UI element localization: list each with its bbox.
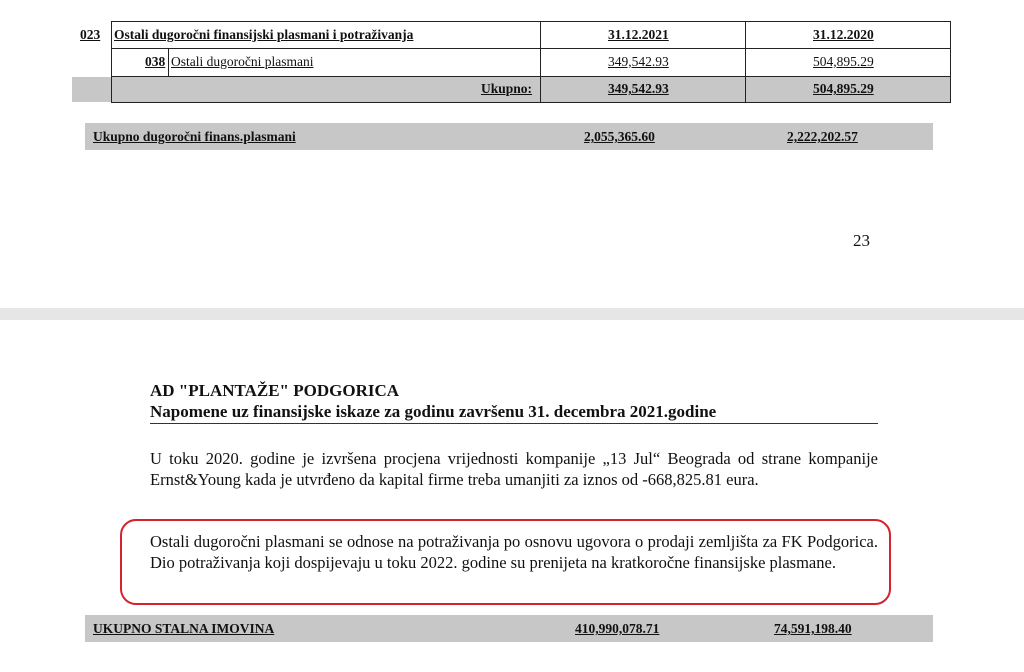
row-code: 038 [145, 54, 166, 69]
row-value-2021: 349,542.93 [608, 54, 669, 69]
total-assets-value-2021: 410,990,078.71 [575, 621, 660, 636]
page-break [0, 308, 1024, 320]
total-value-2021: 349,542.93 [608, 81, 669, 96]
total-label: Ukupno: [481, 81, 533, 96]
summary-value-2020: 2,222,202.57 [787, 129, 858, 144]
table-rule [540, 21, 541, 103]
notes-subtitle: Napomene uz finansijske iskaze za godinu završenu 31. decembra 2021.godine [150, 402, 717, 421]
summary-value-2021: 2,055,365.60 [584, 129, 655, 144]
table-title: Ostali dugoročni finansijski plasmani i potraživanja [114, 27, 414, 42]
company-name: AD "PLANTAŽE" PODGORICA [150, 381, 400, 400]
paragraph-long-term-placements: Ostali dugoročni plasmani se odnose na potraživanja po osnovu ugovora o prodaji zemljišta za FK Podgorica. Dio potraživanja koji dospijevaju u toku 2022. godine su prenijeta na kratkoročne finansijske plasmane. [150, 532, 878, 572]
paragraph-valuation: U toku 2020. godine je izvršena procjena vrijednosti kompanije „13 Jul“ Beograda od strane kompanije Ernst&Young kada je utvrđeno da kapital firme treba umanjiti za iznos od -668,825.81 eura. [150, 449, 878, 489]
column-header-2021: 31.12.2021 [608, 27, 669, 42]
table-rule [950, 21, 951, 103]
account-code: 023 [80, 27, 101, 42]
table-rule [111, 102, 951, 103]
row-value-2020: 504,895.29 [813, 54, 874, 69]
column-header-2020: 31.12.2020 [813, 27, 874, 42]
table-rule [111, 21, 112, 103]
page-number: 23 [853, 231, 870, 250]
table-rule [111, 76, 951, 77]
table-rule [745, 21, 746, 103]
total-value-2020: 504,895.29 [813, 81, 874, 96]
table-rule [111, 48, 951, 49]
summary-label: Ukupno dugoročni finans.plasmani [93, 129, 296, 144]
total-assets-label: UKUPNO STALNA IMOVINA [93, 621, 275, 636]
header-rule [150, 423, 878, 424]
total-assets-value-2020: 74,591,198.40 [774, 621, 852, 636]
table-rule [111, 21, 951, 22]
row-label: Ostali dugoročni plasmani [171, 54, 314, 69]
table-rule [168, 48, 169, 76]
